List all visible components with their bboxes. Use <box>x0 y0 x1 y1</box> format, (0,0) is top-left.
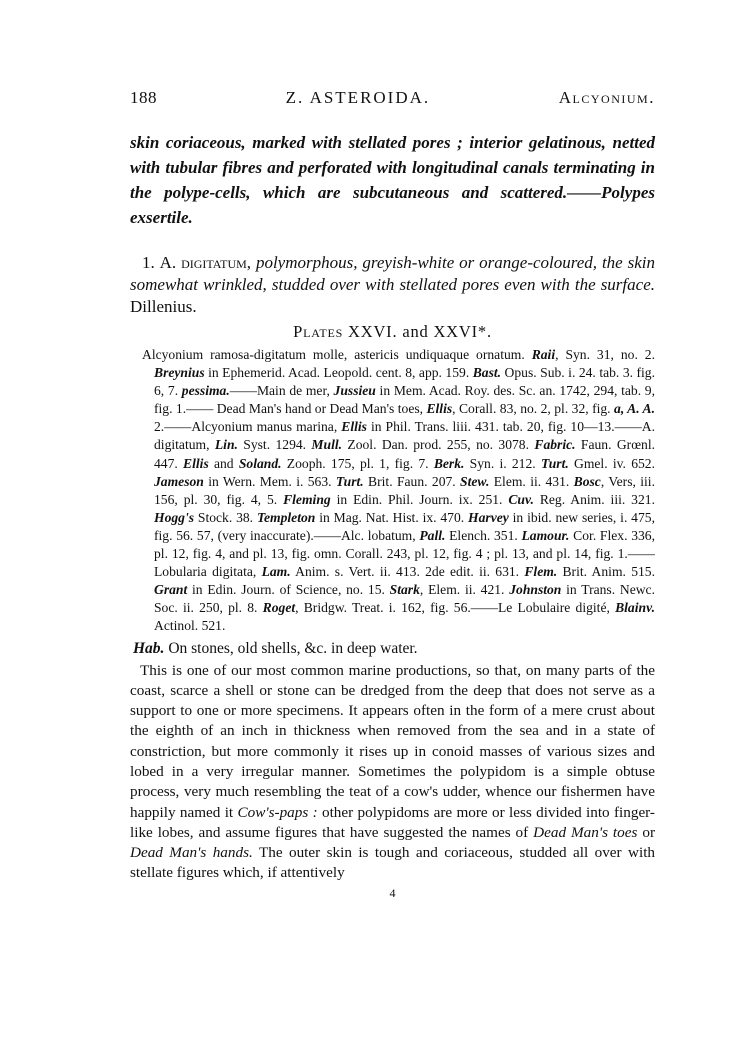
plates-numbers: XXVI. and XXVI*. <box>348 322 492 341</box>
synonymy-citation-name: Bast. <box>472 365 502 381</box>
synonymy-citation-name: Turt. <box>335 473 364 489</box>
synonymy-text: , Elem. ii. 421. <box>419 582 510 598</box>
habitat-line <box>130 639 655 659</box>
synonymy-text: , Bridgw. Treat. i. 162, fig. 56.——Le Lobulaire digité, <box>295 600 616 616</box>
body-text: other polypidoms are more or less divided into finger-like lobes, and assume figures that have suggested the names of <box>130 803 655 841</box>
body-text: This is one of our most common marine productions, so that, on many parts of the coast, scarce a shell or stone can be dredged from the deep that does not serve as a support to one or more specimens. It appears often in the form of a mere crust about the eighth of an inch in thickness when removed from the sea and in a state of constriction, but more commonly it rises up in conoid masses of various sizes and lobed in a very irregular manner. Sometimes the polypidom is a simple obtuse process, very much resembling the teat of a cow's udder, whence our fishermen have happily named it <box>130 661 655 821</box>
synonymy-text: Brit. Faun. 207. <box>363 473 461 489</box>
synonymy-text: , Syn. 31, no. 2. <box>555 347 655 362</box>
synonymy-citation-name: Ellis <box>426 401 453 417</box>
genus-description: skin coriaceous, marked with stellated pores ; interior gelatinous, netted with tubular fibres and perforated with longitudinal canals terminating in the polype-cells, which are subcutaneous and scattered.——Polypes exsertile. <box>130 133 655 227</box>
synonymy-citation-name: Ellis <box>183 455 209 471</box>
synonymy-citation-name: Johnston <box>509 582 562 598</box>
synonymy-citation-name: Blainv. <box>615 600 655 616</box>
habitat-text: On stones, old shells, &c. in deep water. <box>164 639 418 657</box>
page-number: 188 <box>130 88 157 107</box>
synonymy-text: in Trans. Newc. Soc. ii. 250, pl. 8. <box>154 582 655 616</box>
synonymy-citation-name: pessima. <box>181 383 230 399</box>
synonymy-text: in Ephemerid. Acad. Leopold. cent. 8, app. 159. <box>204 365 473 381</box>
synonymy-citation-name: Fabric. <box>534 437 576 453</box>
species-entry <box>130 252 655 318</box>
synonymy-text: Gmel. iv. 652. <box>568 455 655 471</box>
synonymy-text: Zool. Dan. prod. 255, no. 3078. <box>342 437 535 453</box>
synonymy-citation-name: Templeton <box>256 509 316 525</box>
synonymy-citation-name: Cuv. <box>508 491 534 507</box>
synonymy-citation-name: Jameson <box>154 473 204 489</box>
synonymy-citation-name: Breynius <box>154 365 205 381</box>
synonymy-text: in Edin. Journ. of Science, no. 15. <box>187 582 390 598</box>
synonymy-text: ——Main de mer, <box>229 383 334 399</box>
synonymy-text: Stock. 38. <box>194 509 257 525</box>
synonymy-text: Syn. i. 212. <box>464 455 541 471</box>
synonymy-text: in Phil. Trans. liii. 431. tab. 20, fig. 10—13.——A. digitatum, <box>154 419 656 453</box>
body-text: The outer skin is tough and coriaceous, studded all over with stellate figures which, if attentively <box>130 844 656 882</box>
synonymy-text: Elench. 351. <box>445 527 522 543</box>
section-title: Alcyonium. <box>558 88 655 107</box>
species-description: polymorphous, greyish-white or orange-coloured, the skin somewhat wrinkled, studded over with stellated pores even with the surface. <box>130 253 656 294</box>
synonymy-text: in ibid. new series, i. 475, fig. 56. 57, (very inaccurate).——Alc. lobatum, <box>154 509 655 543</box>
synonymy-text: , Vers, iii. 156, pl. 30, fig. 4, 5. <box>154 473 655 507</box>
synonymy-text: Alcyonium ramosa-digitatum molle, astericis undiquaque ornatum. <box>142 347 532 362</box>
synonymy-citation-name: Turt. <box>540 455 569 471</box>
synonymy-text: Cor. Flex. 336, pl. 12, fig. 4, and pl. 13, fig. omn. Corall. 243, pl. 12, fig. 4 ; pl. 13, and pl. 14, fig. 1.——Lobularia digitata, <box>154 527 655 580</box>
synonymy-text: Zooph. 175, pl. 1, fig. 7. <box>281 455 434 471</box>
synonymy-citation-name: Ellis <box>341 419 367 435</box>
synonymy-text: in Mag. Nat. Hist. ix. 470. <box>315 509 469 525</box>
synonymy-citation-name: Berk. <box>433 455 465 471</box>
synonymy-text: Anim. s. Vert. ii. 413. 2de edit. ii. 631. <box>290 564 525 580</box>
plates-heading <box>130 322 655 346</box>
plates-label: Plates <box>293 322 344 341</box>
synonymy-text: Opus. Sub. i. 24. tab. 3. fig. 6, 7. <box>154 365 655 399</box>
running-title: Z. ASTEROIDA. <box>285 88 431 107</box>
synonymy-text: Faun. Grœnl. 447. <box>154 437 655 471</box>
synonymy-text: Syst. 1294. <box>237 437 312 453</box>
synonymy-citation-name: Stew. <box>460 473 490 489</box>
synonymy-citation-name: Soland. <box>238 455 282 471</box>
synonymy-block <box>142 346 655 636</box>
synonymy-citation-name: Lamour. <box>521 527 570 543</box>
synonymy-text: Elem. ii. 431. <box>489 473 574 489</box>
synonymy-text: Reg. Anim. iii. 321. <box>533 491 655 507</box>
synonymy-text: in Edin. Phil. Journ. ix. 251. <box>330 491 509 507</box>
synonymy-text: Actinol. 521. <box>154 618 226 634</box>
synonymy-citation-name: Mull. <box>311 437 343 453</box>
synonymy-text: in Wern. Mem. i. 563. <box>203 473 336 489</box>
synonymy-citation-name: Raii <box>531 347 556 362</box>
body-citation-name: Cow's-paps : <box>237 803 318 821</box>
synonymy-citation-name: Harvey <box>468 509 509 525</box>
synonymy-citation-name: a, A. A. <box>614 401 655 417</box>
synonymy-text: 2.——Alcyonium manus marina, <box>154 419 342 435</box>
document-page <box>130 88 655 901</box>
synonymy-text: Brit. Anim. 515. <box>557 564 655 580</box>
synonymy-citation-name: Fleming <box>283 491 331 507</box>
synonymy-text: and <box>208 455 239 471</box>
body-text: or <box>637 823 655 841</box>
synonymy-citation-name: Roget <box>262 600 296 616</box>
body-paragraph <box>130 661 655 884</box>
running-header <box>130 88 655 118</box>
synonymy-citation-name: Grant <box>154 582 188 598</box>
body-citation-name: Dead Man's hands. <box>130 844 253 862</box>
species-authority: Dillenius. <box>130 297 197 316</box>
synonymy-citation-name: Flem. <box>524 564 558 580</box>
species-name: A. digitatum, <box>159 253 252 272</box>
synonymy-text: , Corall. 83, no. 2, pl. 32, fig. <box>452 401 615 417</box>
synonymy-citation-name: Bosc <box>573 473 601 489</box>
synonymy-citation-name: Stark <box>389 582 420 598</box>
synonymy-citation-name: Jussieu <box>333 383 376 399</box>
synonymy-citation-name: Pall. <box>419 527 446 543</box>
body-citation-name: Dead Man's toes <box>533 823 638 841</box>
synonymy-citation-name: Lin. <box>214 437 238 453</box>
synonymy-text: in Mem. Acad. Roy. des. Sc. an. 1742, 294, tab. 9, fig. 1.—— Dead Man's hand or Dead Man's toes, <box>154 383 655 417</box>
synonymy-citation-name: Lam. <box>261 564 291 580</box>
synonymy-citation-name: Hogg's <box>154 509 195 525</box>
habitat-label: Hab. <box>133 639 165 657</box>
species-number: 1. <box>142 253 155 272</box>
signature-mark: 4 <box>389 885 396 900</box>
